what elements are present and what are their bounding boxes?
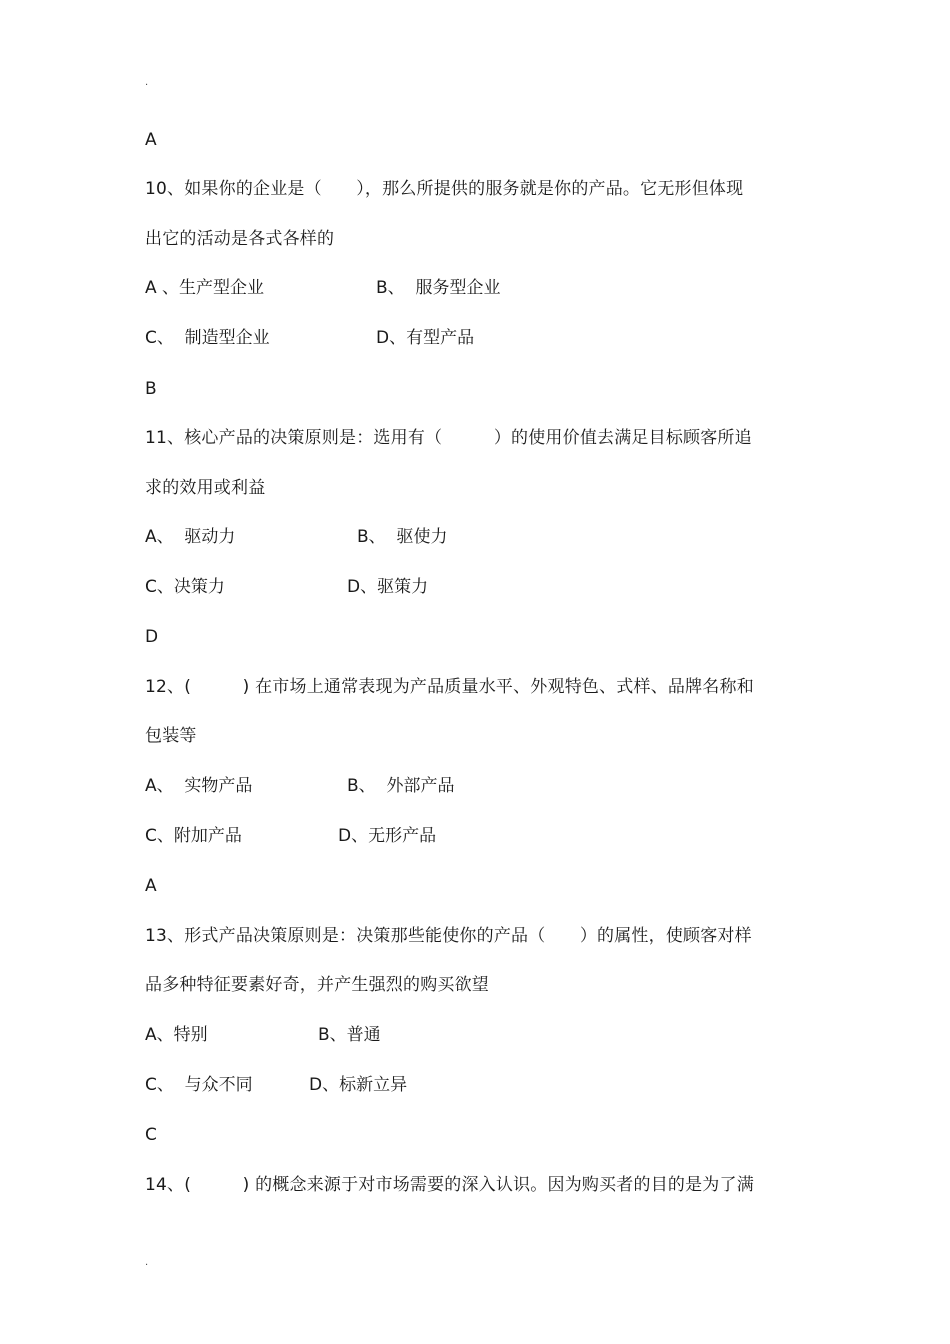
question-13-option-b: B、普通	[318, 1025, 381, 1045]
answer-q12: A	[145, 876, 157, 896]
question-12-option-d: D、无形产品	[338, 826, 437, 846]
question-13-stem-line2: 品多种特征要素好奇，并产生强烈的购买欲望	[145, 975, 489, 995]
question-10-option-a: A 、生产型企业	[145, 278, 265, 298]
question-13-stem-line1: 13、形式产品决策原则是：决策那些能使你的产品（ ）的属性，使顾客对样	[145, 926, 752, 946]
footer-mark: .	[145, 1257, 149, 1268]
question-10-option-d: D、有型产品	[376, 328, 475, 348]
question-10-stem-line1: 10、如果你的企业是（ ），那么所提供的服务就是你的产品。它无形但体现	[145, 179, 744, 199]
question-11-option-b: B、 驱使力	[357, 527, 448, 547]
question-10-option-c: C、 制造型企业	[145, 328, 270, 348]
question-10-stem-line2: 出它的活动是各式各样的	[145, 229, 335, 249]
question-12-option-b: B、 外部产品	[347, 776, 455, 796]
question-11-stem-line1: 11、核心产品的决策原则是：选用有（ ）的使用价值去满足目标顾客所追	[145, 428, 752, 448]
answer-q9: A	[145, 130, 157, 150]
question-11-option-a: A、 驱动力	[145, 527, 236, 547]
question-10-option-b: B、 服务型企业	[376, 278, 501, 298]
question-13-option-a: A、特别	[145, 1025, 208, 1045]
header-mark: .	[145, 77, 149, 88]
answer-q10: B	[145, 379, 157, 399]
question-13-option-d: D、标新立异	[309, 1075, 408, 1095]
question-12-option-a: A、 实物产品	[145, 776, 253, 796]
question-12-option-c: C、附加产品	[145, 826, 242, 846]
question-12-stem-line2: 包装等	[145, 726, 197, 746]
question-13-option-c: C、 与众不同	[145, 1075, 253, 1095]
question-14-stem-line1: 14、( ) 的概念来源于对市场需要的深入认识。因为购买者的目的是为了满	[145, 1175, 754, 1195]
answer-q11: D	[145, 627, 159, 647]
answer-q13: C	[145, 1125, 158, 1145]
question-11-option-c: C、决策力	[145, 577, 225, 597]
question-11-option-d: D、驱策力	[347, 577, 429, 597]
question-11-stem-line2: 求的效用或利益	[145, 478, 266, 498]
question-12-stem-line1: 12、( ) 在市场上通常表现为产品质量水平、外观特色、式样、品牌名称和	[145, 677, 754, 697]
